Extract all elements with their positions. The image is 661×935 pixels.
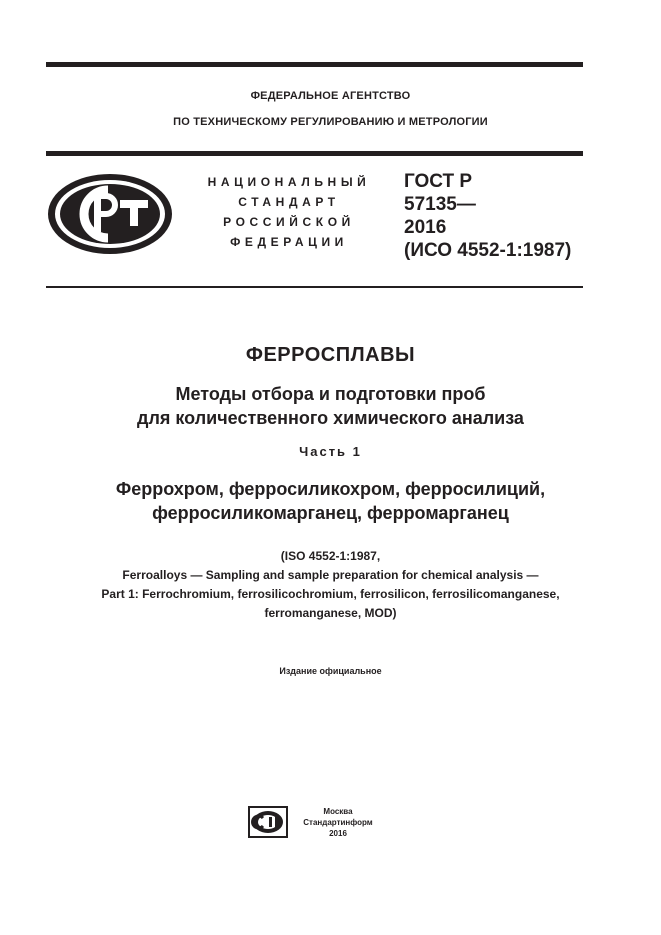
- gost-designation: [404, 170, 594, 262]
- part-title-line-2: ферросиликомарганец, ферромарганец: [152, 503, 509, 523]
- gost-line-1: ГОСТ Р: [404, 171, 473, 192]
- national-line-2: СТАНДАРТ: [238, 195, 340, 209]
- iso-line-2: Ferroalloys — Sampling and sample preparation for chemical analysis —: [122, 568, 539, 582]
- edition-label: Издание официальное: [279, 666, 382, 676]
- gost-r-logo-icon: [46, 172, 174, 256]
- subtitle-line-2: для количественного химического анализа: [137, 408, 524, 428]
- gost-line-3: 2016: [404, 217, 447, 238]
- gost-line-2: 57135—: [404, 194, 476, 215]
- agency-line-1: ФЕДЕРАЛЬНОЕ АГЕНТСТВО: [250, 90, 411, 102]
- top-rule: [46, 62, 583, 67]
- subtitle-line-1: Методы отбора и подготовки проб: [175, 384, 486, 404]
- part-title: [0, 477, 661, 525]
- document-subtitle: [0, 382, 661, 430]
- national-line-3: РОССИЙСКОЙ: [223, 215, 355, 229]
- publisher-city: Москва: [323, 807, 353, 816]
- header-rule: [46, 151, 583, 156]
- iso-reference: [0, 547, 661, 623]
- agency-line-2: ПО ТЕХНИЧЕСКОМУ РЕГУЛИРОВАНИЮ И МЕТРОЛОГИИ: [173, 116, 488, 128]
- national-line-4: ФЕДЕРАЦИИ: [230, 235, 348, 249]
- national-line-1: НАЦИОНАЛЬНЫЙ: [207, 175, 371, 189]
- publisher-name: Стандартинформ: [303, 818, 373, 827]
- standard-block-rule: [46, 286, 583, 288]
- standartinform-logo-icon: [248, 806, 288, 838]
- part-label: Часть 1: [299, 444, 362, 459]
- iso-line-4: ferromanganese, MOD): [264, 606, 397, 620]
- part-title-line-1: Феррохром, ферросиликохром, ферросилиций,: [115, 479, 546, 499]
- national-standard-label: [196, 172, 382, 252]
- publisher-year: 2016: [329, 829, 347, 838]
- iso-line-1: (ISO 4552-1:1987,: [280, 549, 381, 563]
- iso-line-3: Part 1: Ferrochromium, ferrosilicochromium, ferrosilicon, ferrosilicomanganese,: [101, 587, 560, 601]
- publisher-info: [298, 806, 378, 839]
- document-title: ФЕРРОСПЛАВЫ: [245, 344, 416, 366]
- gost-line-4: (ИСО 4552-1:1987): [404, 240, 572, 261]
